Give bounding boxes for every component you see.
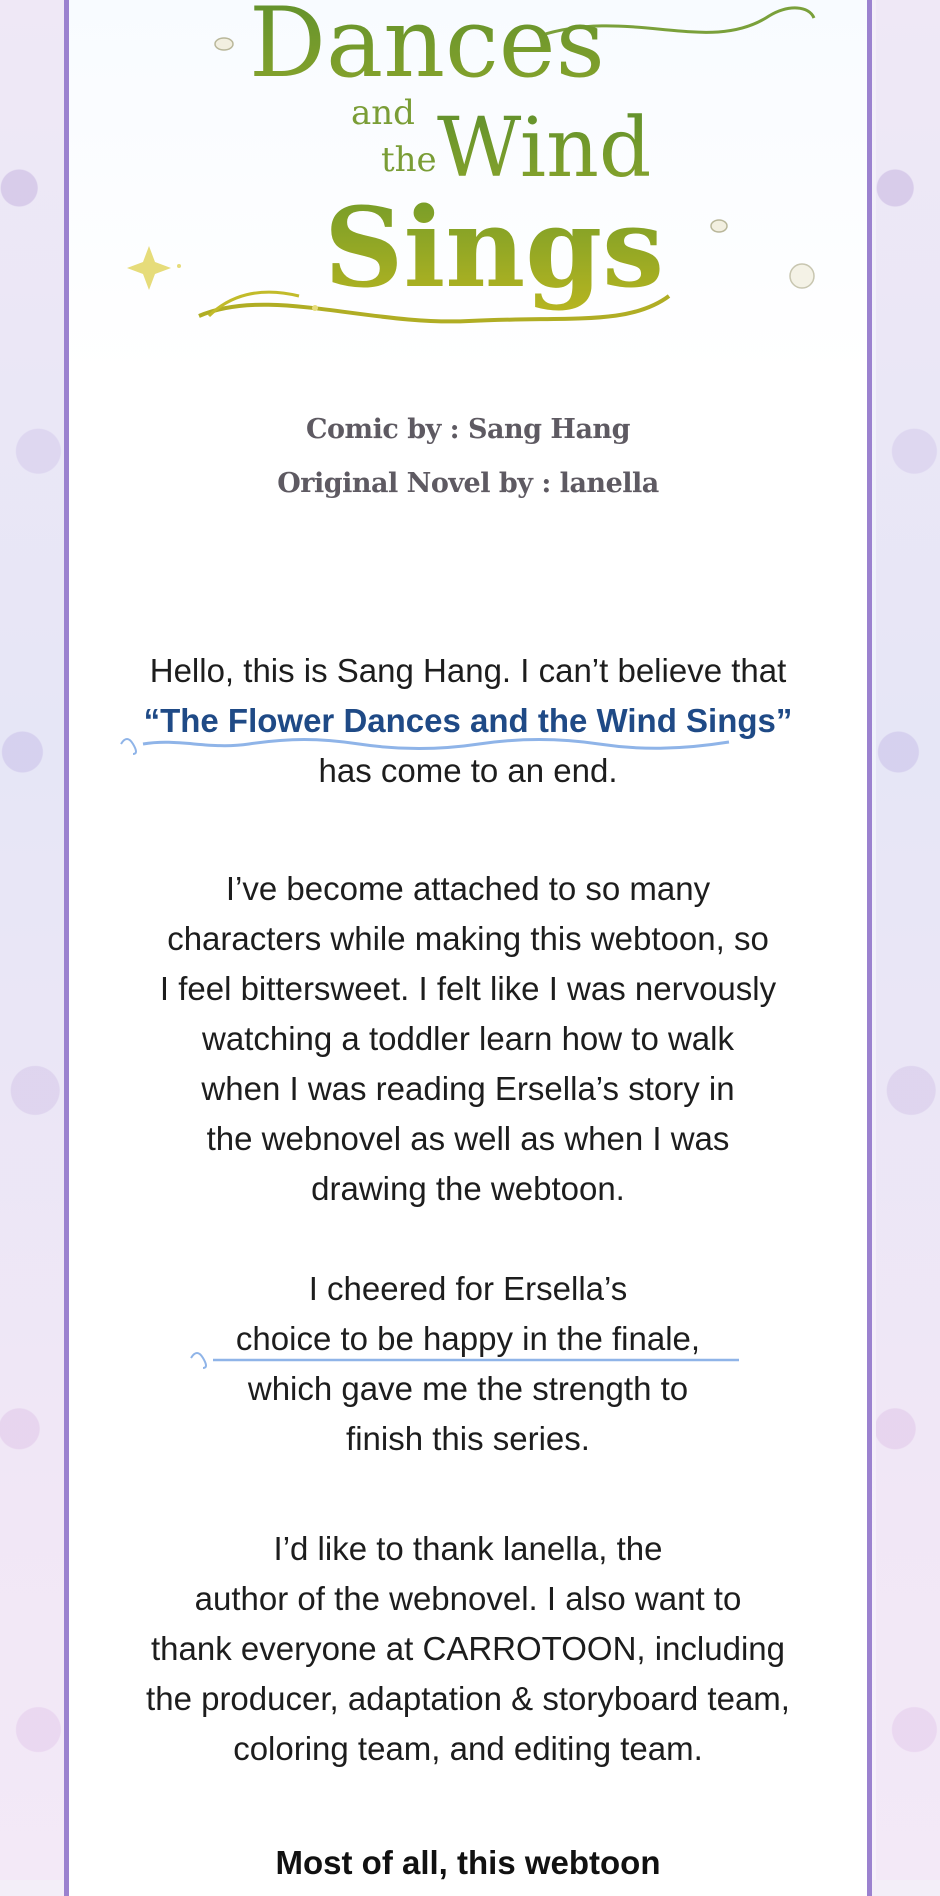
flower-bud-icon <box>711 220 727 232</box>
rose-icon <box>790 264 814 288</box>
paragraph-thanks: I’d like to thank lanella, the author of the webnovel. I also want to thank everyone at CARROTOON, including the producer, adaptation & storyboard team, coloring team, and editing team. <box>146 1530 790 1767</box>
wavy-underline <box>119 730 739 760</box>
novel-credit: Original Novel by : lanella <box>277 468 659 499</box>
title-and: and <box>351 93 415 133</box>
title-sings: Sings <box>324 183 665 312</box>
series-title-logo <box>69 0 867 366</box>
title-wind: Wind <box>437 101 652 196</box>
intro-paragraph: Hello, this is Sang Hang. I can’t believe that “The Flower Dances and the Wind Sings” has come to an end. <box>69 646 867 796</box>
paragraph-closing: Most of all, this webtoon <box>275 1844 661 1881</box>
comic-credit: Comic by : Sang Hang <box>306 414 630 445</box>
title-the: the <box>381 140 437 180</box>
comic-panel <box>64 0 872 1896</box>
right-floral-border <box>876 0 940 1880</box>
title-line1: Dances <box>249 0 605 99</box>
flower-bud-icon <box>215 38 233 50</box>
series-title-highlight: “The Flower Dances and the Wind Sings” <box>143 702 793 739</box>
paragraph-attachment: I’ve become attached to so many characters while making this webtoon, so I feel bittersweet. I felt like I was nervously watching a toddler learn how to walk when I was reading Ersella’s story in the webnovel as well as when I was drawing the webtoon. <box>159 870 777 1207</box>
left-floral-border <box>0 0 64 1880</box>
sparkle-icon <box>127 246 171 290</box>
paragraph-finale: I cheered for Ersella’s choice to be happy in the finale, which gave me the strength to finish this series. <box>235 1270 701 1457</box>
underline-finale <box>189 1346 749 1372</box>
